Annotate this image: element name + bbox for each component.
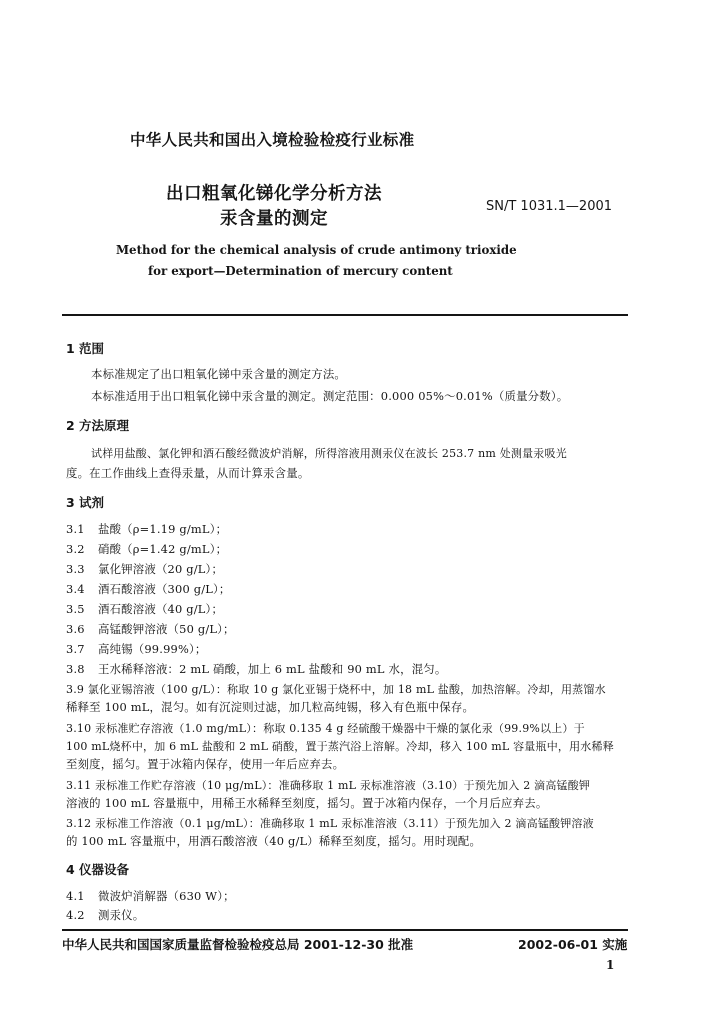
item-number: 3.5 xyxy=(66,602,85,616)
list-item xyxy=(66,541,227,557)
item-3-10-line-1: 3.10 汞标准贮存溶液（1.0 mg/mL）：称取 0.135 4 g 经硫酸干燥器中干燥的氯化汞（99.9%以上）于 xyxy=(66,722,585,735)
item-number: 3.2 xyxy=(66,542,85,556)
section-2-heading: 2 方法原理 xyxy=(66,418,130,433)
item-3-10-line-3: 至刻度，摇匀。置于冰箱内保存，使用一年后应弃去。 xyxy=(66,757,345,771)
document-title-line1: 出口粗氧化锑化学分析方法 xyxy=(166,184,382,204)
item-text: 氯化钾溶液（20 g/L）； xyxy=(98,562,224,576)
item-3-12-line-2: 的 100 mL 容量瓶中，用酒石酸溶液（40 g/L）稀释至刻度，摇匀。用时现配。 xyxy=(66,834,482,848)
list-item xyxy=(66,641,206,657)
item-text: 微波炉消解器（630 W）； xyxy=(98,889,235,903)
item-number: 3.7 xyxy=(66,642,85,656)
english-title-line1: Method for the chemical analysis of crude antimony trioxide xyxy=(116,243,517,257)
english-title-line2: for export—Determination of mercury content xyxy=(148,264,453,278)
section-1-paragraph-1: 本标准规定了出口粗氧化锑中汞含量的测定方法。 xyxy=(91,367,346,381)
section-4-heading: 4 仪器设备 xyxy=(66,862,130,877)
standard-code: SN/T 1031.1—2001 xyxy=(486,199,613,214)
item-number: 4.2 xyxy=(66,908,85,922)
list-item xyxy=(66,907,144,923)
item-number: 3.6 xyxy=(66,622,85,636)
approval-line: 中华人民共和国国家质量监督检验检疫总局 2001-12-30 批准 xyxy=(62,937,414,952)
implementation-date: 2002-06-01 实施 xyxy=(518,937,628,952)
section-2-paragraph-line-1: 试样用盐酸、氯化钾和酒石酸经微波炉消解，所得溶液用测汞仪在波长 253.7 nm 处测量汞吸光 xyxy=(91,447,567,460)
section-3-heading: 3 试剂 xyxy=(66,495,105,510)
page-number: 1 xyxy=(606,958,615,972)
item-3-11-line-1: 3.11 汞标准工作贮存溶液（10 μg/mL）：准确移取 1 mL 汞标准溶液（3.10）于预先加入 2 滴高锰酸钾 xyxy=(66,779,591,792)
header-divider xyxy=(62,314,628,316)
item-number: 4.1 xyxy=(66,889,85,903)
item-3-9-line-2: 稀释至 100 mL，混匀。如有沉淀则过滤，加几粒高纯锡，移入有色瓶中保存。 xyxy=(66,700,475,714)
list-item xyxy=(66,621,235,637)
item-number: 3.8 xyxy=(66,662,85,676)
item-number: 3.3 xyxy=(66,562,85,576)
section-1-paragraph-2: 本标准适用于出口粗氧化锑中汞含量的测定。测定范围：0.000 05%～0.01%（质量分数）。 xyxy=(91,389,569,403)
list-item xyxy=(66,521,227,537)
item-text: 酒石酸溶液（300 g/L）； xyxy=(98,582,231,596)
item-text: 测汞仪。 xyxy=(98,908,145,922)
item-3-12-line-1: 3.12 汞标准工作溶液（0.1 μg/mL）：准确移取 1 mL 汞标准溶液（3.11）于预先加入 2 滴高锰酸钾溶液 xyxy=(66,817,594,830)
list-item xyxy=(66,601,223,617)
item-number: 3.1 xyxy=(66,522,85,536)
section-1-heading: 1 范围 xyxy=(66,341,105,356)
list-item xyxy=(66,888,235,904)
item-text: 硝酸（ρ=1.42 g/mL）； xyxy=(98,542,228,556)
item-text: 盐酸（ρ=1.19 g/mL）； xyxy=(98,522,228,536)
document-title-line2: 汞含量的测定 xyxy=(220,209,328,229)
section-2-paragraph-line-2: 度。在工作曲线上查得汞量，从而计算汞含量。 xyxy=(66,466,310,480)
item-3-9-line-1: 3.9 氯化亚锡溶液（100 g/L）：称取 10 g 氯化亚锡于烧杯中，加 18 mL 盐酸，加热溶解。冷却，用蒸馏水 xyxy=(66,683,606,696)
item-text: 王水稀释溶液：2 mL 硝酸，加上 6 mL 盐酸和 90 mL 水，混匀。 xyxy=(98,662,447,676)
footer-divider xyxy=(62,929,628,931)
list-item xyxy=(66,561,223,577)
item-number: 3.4 xyxy=(66,582,85,596)
industry-standard-title: 中华人民共和国出入境检验检疫行业标准 xyxy=(130,131,415,149)
list-item xyxy=(66,661,446,677)
item-3-10-line-2: 100 mL烧杯中，加 6 mL 盐酸和 2 mL 硝酸，置于蒸汽浴上溶解。冷却，移入 100 mL 容量瓶中，用水稀释 xyxy=(66,740,614,753)
list-item xyxy=(66,581,230,597)
item-text: 高纯锡（99.99%）； xyxy=(98,642,207,656)
item-3-11-line-2: 溶液的 100 mL 容量瓶中，用稀王水稀释至刻度，摇匀。置于冰箱内保存，一个月后应弃去。 xyxy=(66,796,548,810)
item-text: 酒石酸溶液（40 g/L）； xyxy=(98,602,224,616)
item-text: 高锰酸钾溶液（50 g/L）； xyxy=(98,622,235,636)
